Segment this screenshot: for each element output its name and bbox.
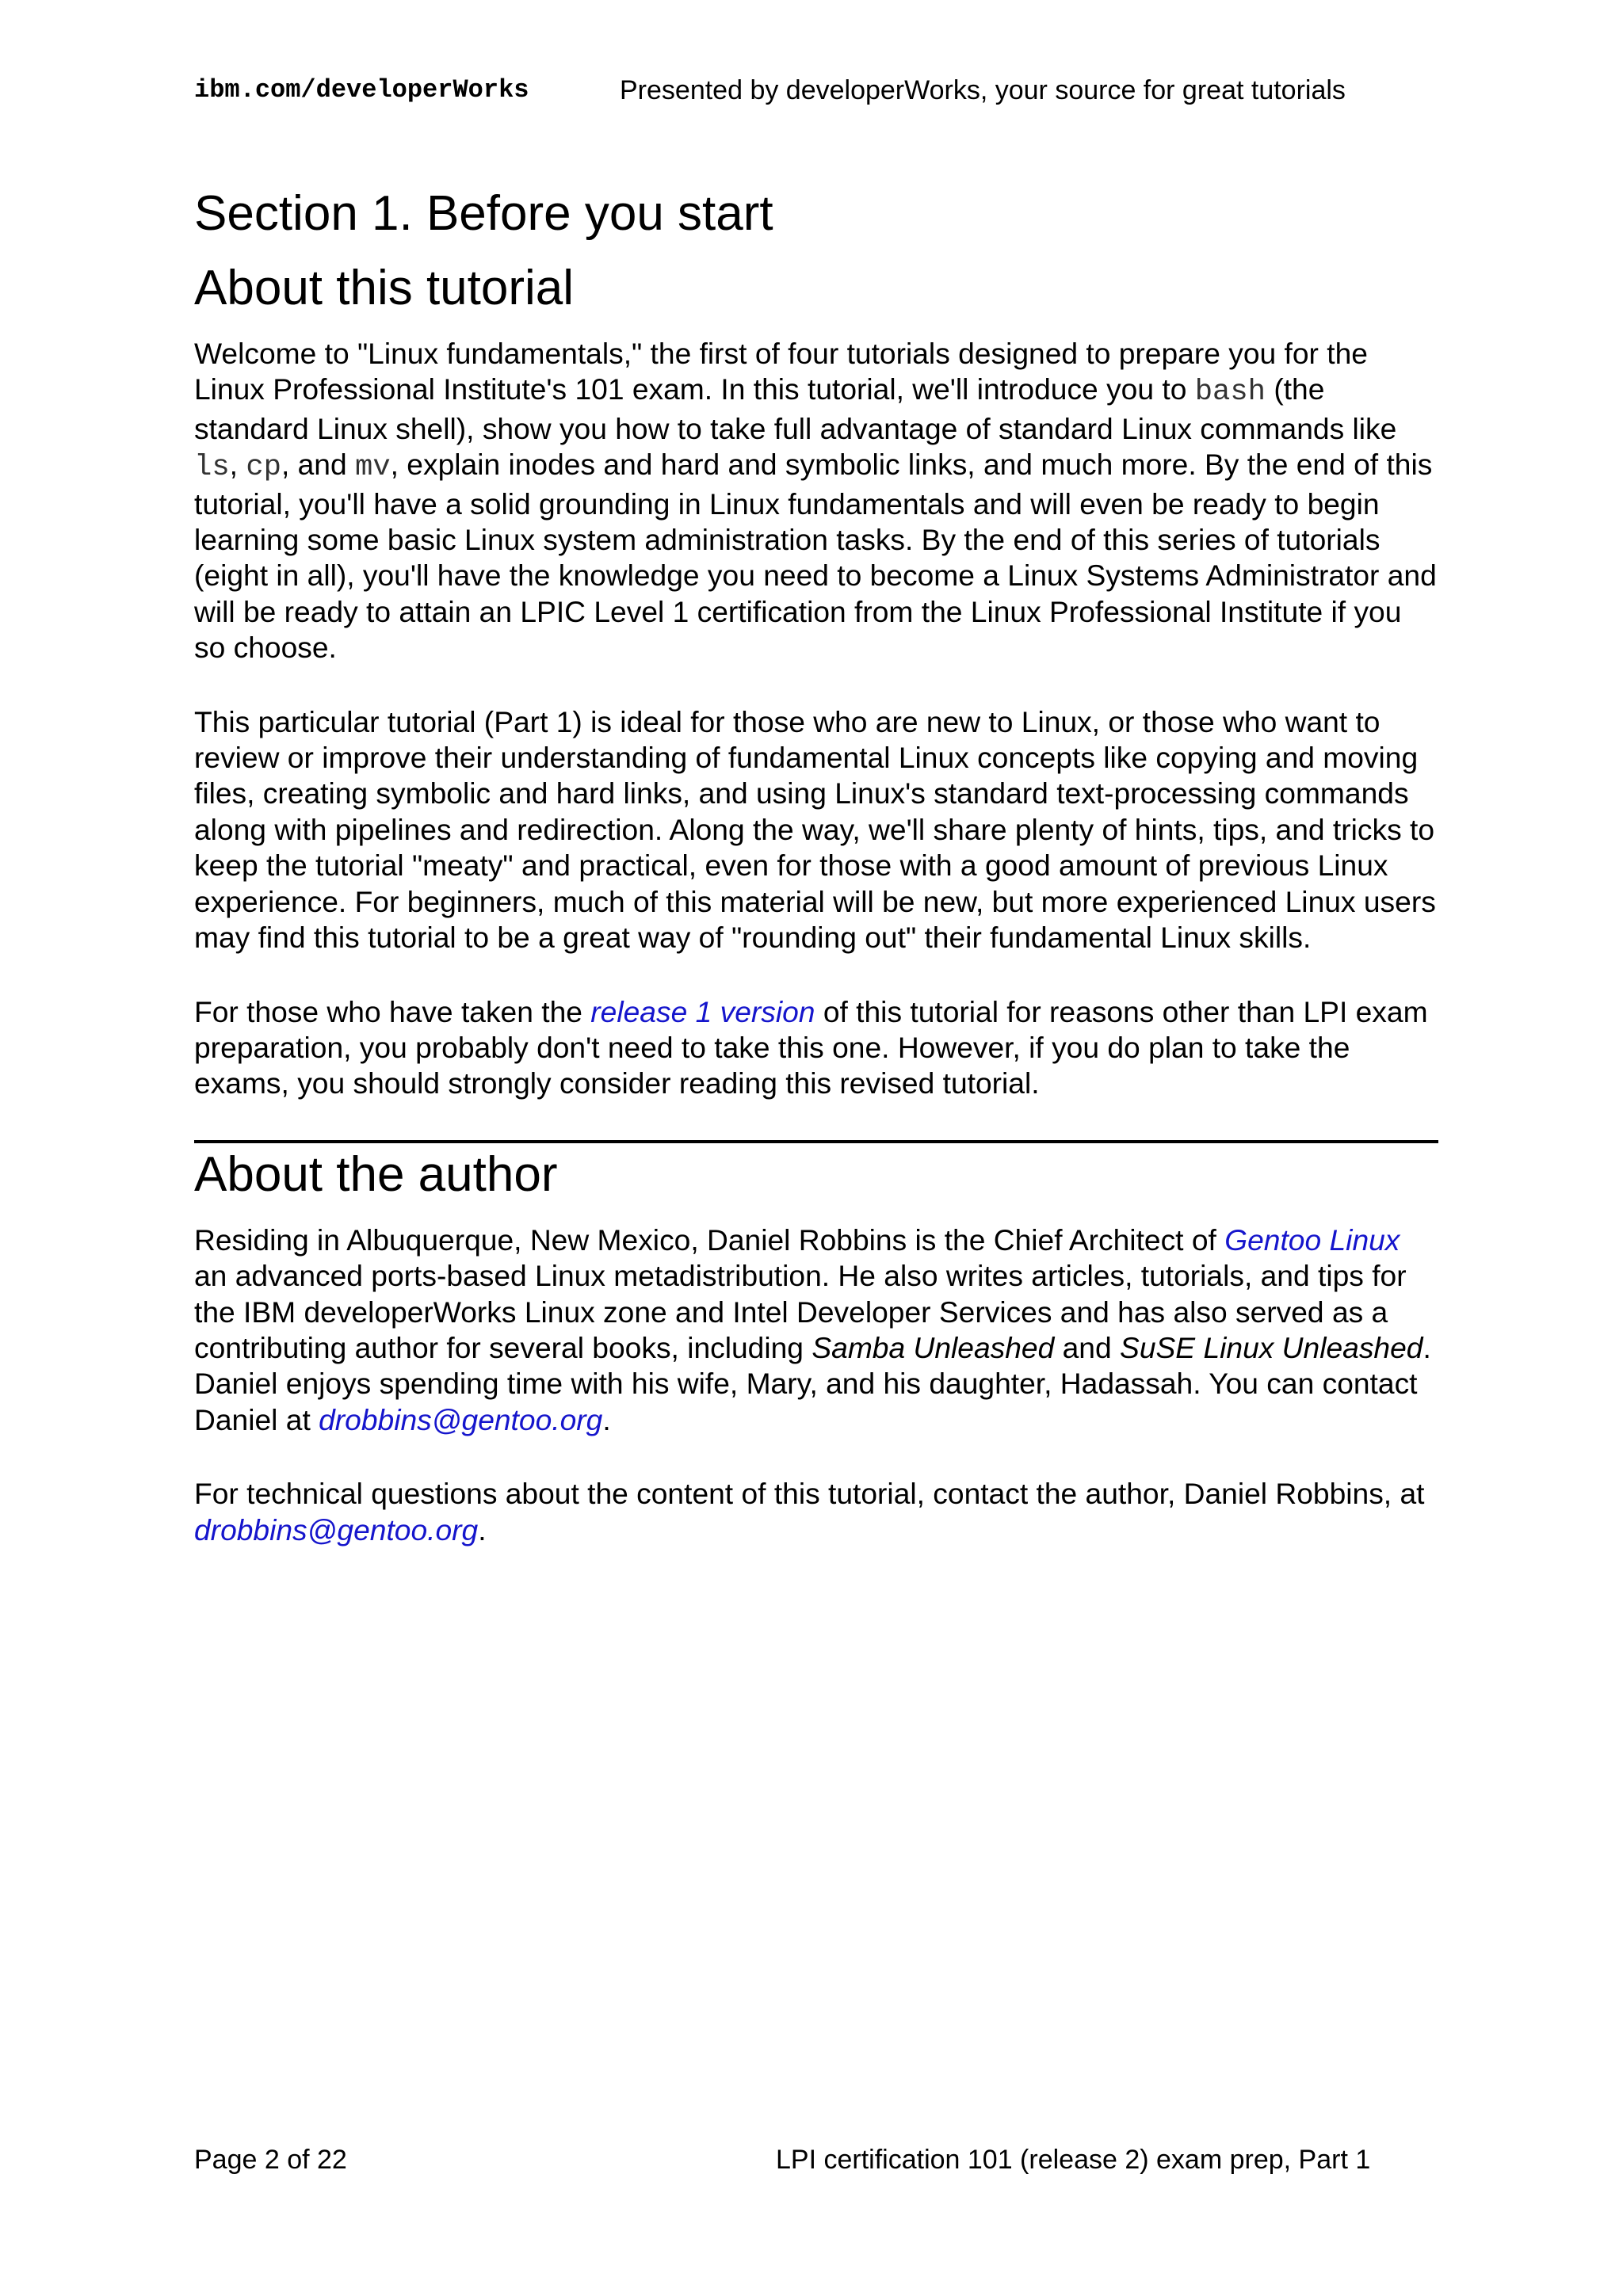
contact-text-2: . xyxy=(478,1512,487,1547)
page-number: Page 2 of 22 xyxy=(194,2145,347,2175)
intro-text-1: Welcome to "Linux fundamentals," the first of four tutorials designed to prepare you for the Linux Professional Institute's 101 exam. In this tutorial, we'll introduce you to xyxy=(194,337,1368,406)
main-content xyxy=(194,184,1438,1586)
book-suse-linux-unleashed: SuSE Linux Unleashed xyxy=(1120,1330,1423,1364)
code-mv: mv xyxy=(355,451,391,485)
separator-2: , and xyxy=(281,448,355,482)
bio-text-4: . Daniel enjoys spending time with his wife, Mary, and his daughter, Hadassah. You can contact Daniel at xyxy=(194,1330,1431,1436)
contact-text-1: For technical questions about the content of this tutorial, contact the author, Daniel Robbins, at xyxy=(194,1477,1425,1511)
release-text-1: For those who have taken the xyxy=(194,994,591,1028)
intro-text-2: (the standard Linux shell), show you how to take full advantage of standard Linux commands like xyxy=(194,372,1397,445)
release-note-paragraph xyxy=(194,994,1438,1102)
author-email-link[interactable]: drobbins@gentoo.org xyxy=(319,1402,603,1436)
site-url: ibm.com/developerWorks xyxy=(194,75,529,105)
gentoo-linux-link[interactable]: Gentoo Linux xyxy=(1224,1222,1400,1257)
release-1-version-link[interactable]: release 1 version xyxy=(590,994,815,1028)
section-divider xyxy=(194,1140,1438,1143)
author-bio-paragraph xyxy=(194,1222,1438,1438)
bio-text-5: . xyxy=(602,1402,611,1436)
footer-title: LPI certification 101 (release 2) exam prep, Part 1 xyxy=(776,2145,1371,2175)
technical-questions-paragraph xyxy=(194,1476,1438,1548)
tutorial-audience-paragraph: This particular tutorial (Part 1) is ideal for those who are new to Linux, or those who want to review or improve their understanding of fundamental Linux concepts like copying and moving files, creating symbolic and hard links, and using Linux's standard text-processing commands along with pipelines and redirection. Along the way, we'll share plenty of hints, tips, and tricks to keep the tutorial "meaty" and practical, even for those with a good amount of previous Linux experience. For beginners, much of this material will be new, but more experienced Linux users may find this tutorial to be a great way of "rounding out" their fundamental Linux skills. xyxy=(194,704,1436,955)
about-tutorial-heading: About this tutorial xyxy=(194,261,575,315)
tutorial-intro-paragraph xyxy=(194,336,1438,666)
release-text-2: of this tutorial for reasons other than LPI exam preparation, you probably don't need to take this one. However, if you do plan to take the exams, you should strongly consider reading this revised tutorial. xyxy=(194,994,1428,1100)
bio-text-2: an advanced ports-based Linux metadistribution. He also writes articles, tutorials, and tips for the IBM developerWorks Linux zone and Intel Developer Services and has also served as a contributing author for several books, including xyxy=(194,1259,1407,1364)
bio-text-3: and xyxy=(1054,1330,1121,1364)
contact-email-link[interactable]: drobbins@gentoo.org xyxy=(194,1512,479,1547)
separator-1: , xyxy=(229,448,246,482)
about-author-heading: About the author xyxy=(194,1146,558,1202)
header-tagline: Presented by developerWorks, your source for great tutorials xyxy=(620,75,1346,105)
book-samba-unleashed: Samba Unleashed xyxy=(812,1330,1055,1364)
section-title: Section 1. Before you start xyxy=(194,186,773,241)
code-bash: bash xyxy=(1194,376,1266,410)
code-ls: ls xyxy=(194,451,230,485)
bio-text-1: Residing in Albuquerque, New Mexico, Daniel Robbins is the Chief Architect of xyxy=(194,1222,1225,1257)
intro-text-3: , explain inodes and hard and symbolic links, and much more. By the end of this tutorial, you'll have a solid grounding in Linux fundamentals and will even be ready to begin learning some basic Linux system administration tasks. By the end of this series of tutorials (eight in all), you'll have the knowledge you need to become a Linux Systems Administrator and will be ready to attain an LPIC Level 1 certification from the Linux Professional Institute if you so choose. xyxy=(194,448,1437,665)
code-cp: cp xyxy=(246,451,281,485)
